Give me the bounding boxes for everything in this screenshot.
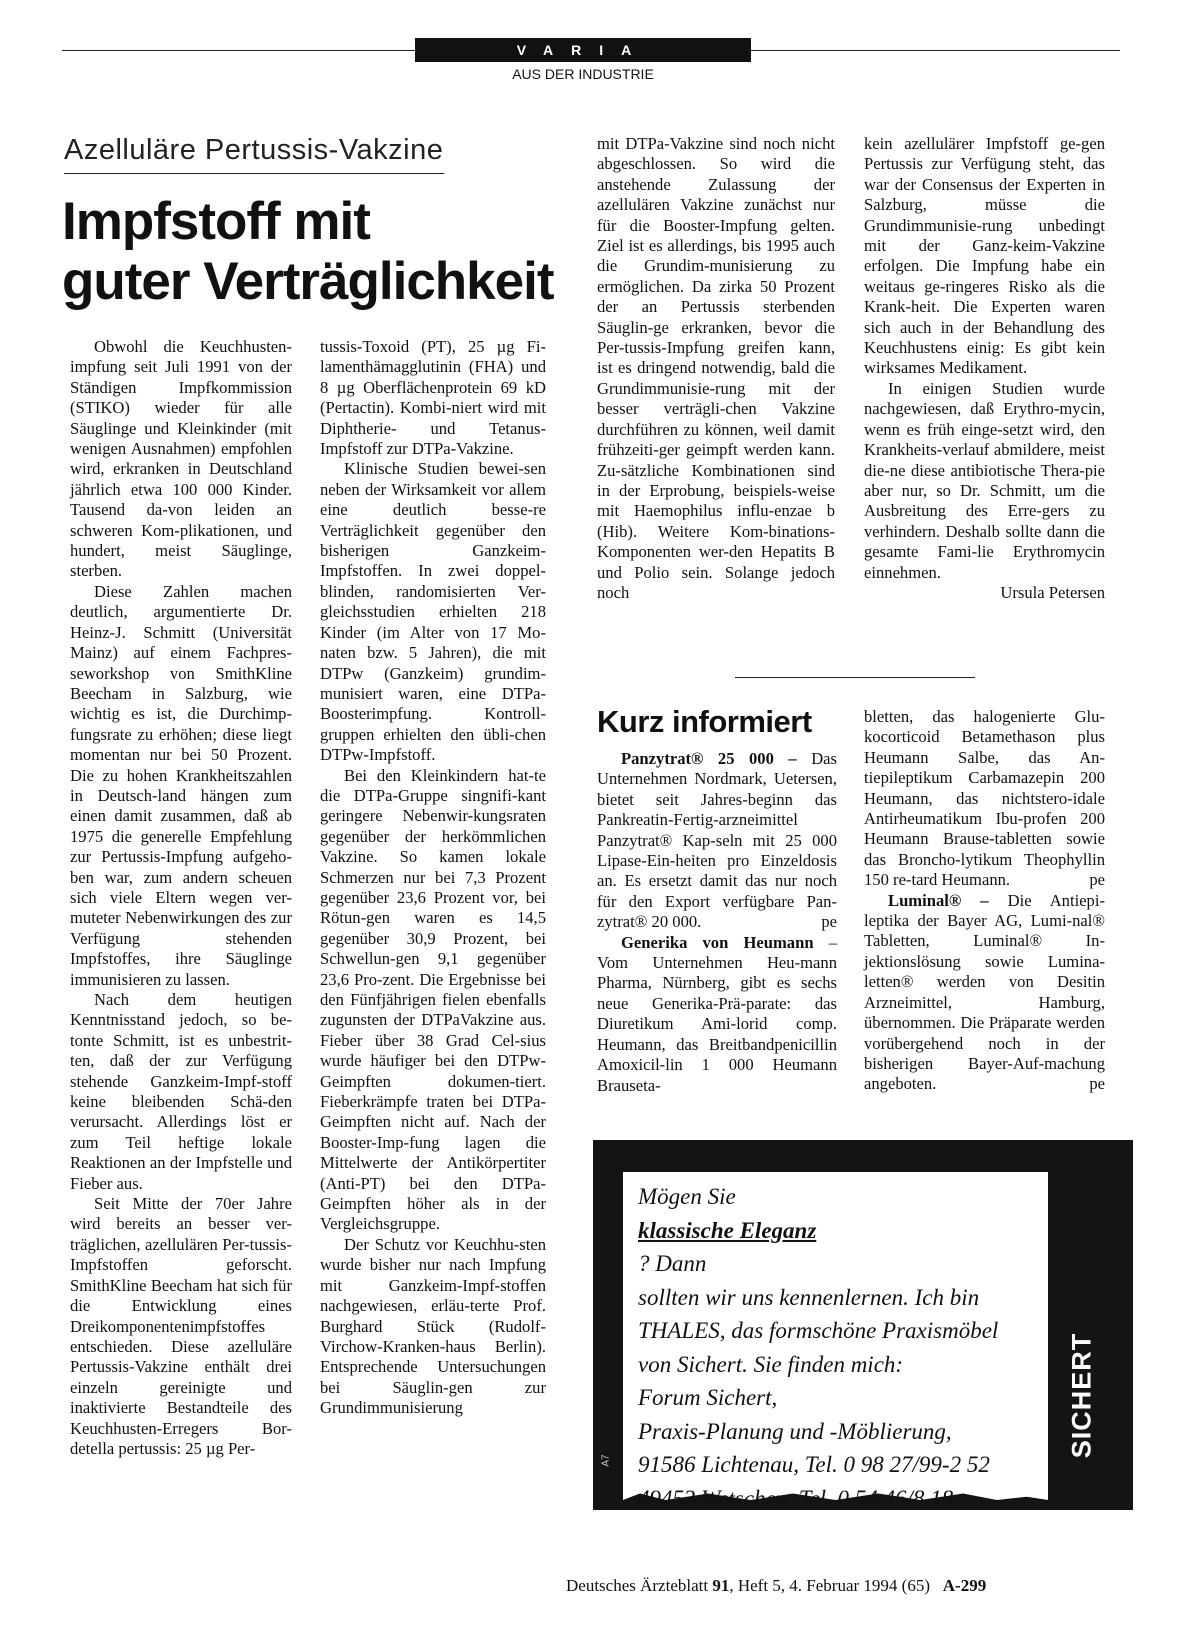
kurz-informiert-title: Kurz informiert: [597, 704, 812, 739]
ad-line: von Sichert. Sie finden mich:: [638, 1351, 904, 1377]
headline-line: guter Verträglichkeit: [62, 252, 554, 311]
ad-highlight: klassische Eleganz: [638, 1217, 817, 1243]
ad-line: [638, 1180, 1038, 1281]
news-item-signature: pe: [1089, 1074, 1105, 1094]
sichert-logo: SICHERT: [1066, 1332, 1097, 1459]
kurz-column-1: [597, 749, 837, 1096]
news-item-heading: Panzytrat® 25 000 –: [621, 749, 797, 768]
article-column-2: [320, 337, 546, 1419]
issue-info: , Heft 5, 4. Februar 1994 (65): [729, 1576, 930, 1595]
news-item-body: bletten, das halogenierte Glu-kocorticoid Betamethason plus Heumann Salbe, das An-tiepileptikum Carbamazepin 200 Heumann, das nichtstero-idale Antirheumatikum Ibu-profen 200 Heumann Brause-tabletten sowie das Broncho-lytikum Theophyllin 150 re-tard Heumann.: [864, 707, 1105, 890]
ad-line: 91586 Lichtenau, Tel. 0 98 27/99-2 52: [638, 1452, 990, 1477]
ad-code: A7: [600, 1454, 612, 1467]
paragraph: Seit Mitte der 70er Jahre wird bereits an besser ver-träglichen, azellulären Per-tussis-Impfstoffen geforscht. SmithKline Beecham hat sich für die Entwicklung eines Dreikomponentenimpfstoffes entschieden. Diese azelluläre Pertussis-Vakzine enthält drei einzeln gereinigte und inaktivierte Bestandteile des Keuchhusten-Erregers Bor-detella pertussis: 25 µg Per-: [70, 1194, 292, 1458]
news-item-heading: Luminal® –: [888, 890, 989, 910]
paragraph: Bei den Kleinkindern hat-te die DTPa-Gruppe singnifi-kant geringere Nebenwir-kungsraten gegenüber der herkömmlichen Vakzine. So kamen lokale Schmerzen nur bei 7,3 Prozent gegenüber 23,6 Prozent vor, bei Rötun-gen waren es 14,5 gegenüber 30,9 Prozent, bei Schwellun-gen 9,1 gegenüber 23,6 Pro-zent. Die Ergebnisse bei den Fünfjährigen fielen ebenfalls zugunsten der DTPaVakzine aus. Fieber über 38 Grad Cel-sius wurde häufiger bei den DTPw-Geimpften dokumen-tiert. Fieberkrämpfe traten bei DTPa-Geimpften nicht auf. Nach der Booster-Imp-fung lagen die Mittelwerte der Antikörpertiter (Anti-PT) bei den DTPa-Geimpften höher als in der Vergleichsgruppe.: [320, 765, 546, 1234]
paragraph: mit DTPa-Vakzine sind noch nicht abgeschlossen. So wird die anstehende Zulassung der azellulären Vakzine zunächst nur für die Booster-Impfung gelten. Ziel ist es allerdings, bis 1995 auch die Grundim-munisierung zu ermöglichen. Da zirka 50 Prozent der an Pertussis sterbenden Säuglin-ge erkranken, bevor die Per-tussis-Impfung greifen kann, ist es dringend notwendig, bald die Grundimmunisie-rung mit der besser verträgli-chen Vakzine durchführen zu können, weil damit frühzeiti-ger geimpft werden kann. Zu-sätzliche Kombinationen sind in der Erprobung, beispiels-weise mit Haemophilus influ-enzae b (Hib). Weitere Kom-binations-Komponenten wer-den Hepatits B und Polio sein. Solange jedoch noch: [597, 134, 835, 602]
paragraph: kein azellulärer Impfstoff ge-gen Pertussis zur Verfügung steht, das war der Consensus der Experten in Salzburg, müsse die Grundimmunisie-rung unbedingt mit der Ganz-keim-Vakzine erfolgen. Die Impfung habe ein weitaus ge-ringeres Risko als die Krank-heit. Die Experten waren sich auch in der Behandlung des Keuchhustens einig: Es gibt kein wirksames Medikament.: [864, 134, 1105, 378]
paragraph: Der Schutz vor Keuchhu-sten wurde bisher nur nach Impfung mit Ganzkeim-Impf-stoffen nachgewiesen, erläu-terte Prof. Burghard Stück (Rudolf-Virchow-Kranken-haus Berlin). Entsprechende Untersuchungen bei Säuglin-gen zur Grundimmunisierung: [320, 1234, 546, 1418]
news-item-body: Die Antiepi-leptika der Bayer AG, Lumi-nal® Tabletten, Luminal® In-jektionslösung sowie Lumina-letten® werden von Desitin Arzneimittel, Hamburg, übernommen. Die Präparate werden vorübergehend noch in der bisherigen Bayer-Auf-machung angeboten.: [864, 890, 1105, 1094]
page-footer: [566, 1576, 986, 1596]
paragraph: Diese Zahlen machen deutlich, argumentierte Dr. Heinz-J. Schmitt (Universität Mainz) auf einem Fachpres-seworkshop von SmithKline Beecham in Salzburg, wie wichtig es ist, die Durchimp-fungsrate zu erhöhen; diese liegt momentan nur bei 50 Prozent. Die zu hohen Krankheitszahlen in Deutsch-land hängen zum einen damit zusammen, daß ab 1975 die generelle Empfehlung zur Pertussis-Impfung aufgeho-ben war, zum andern scheuen sich viele Eltern wegen ver-muteter Nebenwirkungen des zur Verfügung stehenden Impfstoffes, ihre Säuglinge immunisieren zu lassen.: [70, 581, 292, 989]
paragraph: Nach dem heutigen Kenntnisstand jedoch, so be-tonte Schmitt, ist es unbestrit-ten, daß der zur Verfügung stehende Ganzkeim-Impf-stoff keine bleibenden Schä-den verursacht. Allerdings löst er zum Teil heftige lokale Reaktionen an der Impfstelle und Fieber aus.: [70, 990, 292, 1193]
kicker-rule: [64, 173, 444, 174]
paragraph: Klinische Studien bewei-sen neben der Wirksamkeit vor allem eine deutlich besse-re Verträglichkeit gegenüber den bisherigen Ganzkeim-Impfstoffen. In zwei doppel-blinden, randomisierten Ver-gleichsstudien erhielten 218 Kinder (im Alter von 17 Mo-naten bzw. 5 Jahren), die mit DTPw (Ganzkeim) grundim-munisiert waren, eine DTPa-Boosterimpfung. Kontroll-gruppen erhielten den übli-chen DTPw-Impfstoff.: [320, 459, 546, 765]
article-kicker: Azelluläre Pertussis-Vakzine: [64, 134, 444, 166]
headline-line: Impfstoff mit: [62, 192, 370, 251]
news-item-panzytrat: [597, 749, 837, 933]
article-column-4: [864, 134, 1105, 603]
section-label: VARIA: [415, 38, 751, 62]
news-item-signature: pe: [821, 912, 837, 932]
paragraph: tussis-Toxoid (PT), 25 µg Fi-lamenthämagglutinin (FHA) und 8 µg Oberflächenprotein 69 kD (Pertactin). Kombi-niert wird mit Diphtherie- und Tetanus-Impfstoff zur DTPa-Vakzine.: [320, 337, 546, 459]
ad-line: Forum Sichert,: [638, 1385, 778, 1410]
ad-line: Praxis-Planung und -Möblierung,: [638, 1418, 952, 1444]
news-item-body: Das Unternehmen Nordmark, Uetersen, bietet seit Jahres-beginn das Pankreatin-Fertig-arzneimittel Panzytrat® Kap-seln mit 25 000 Lipase-Ein-heiten pro Einzeldosis an. Es ersetzt damit das nur noch für den Export verfügbare Pan-zytrat® 20 000.: [597, 749, 837, 932]
kurz-column-2: [864, 707, 1105, 1095]
news-item-heumann: [597, 933, 837, 1096]
journal-name: Deutsches Ärzteblatt: [566, 1576, 709, 1595]
ad-line: THALES, das formschöne Praxismöbel: [638, 1318, 999, 1343]
news-item-body: – Vom Unternehmen Heu-mann Pharma, Nürnberg, gibt es sechs neue Generika-Prä-parate: das Diuretikum Ami-lorid comp. Heumann, das Breitbandpenicillin Amoxicil-lin 1 000 Heumann Brauseta-: [597, 932, 837, 1095]
advertisement-text: [638, 1180, 1038, 1515]
news-item-heading: Generika von Heumann: [621, 932, 814, 952]
ad-text-fragment: ? Dann: [638, 1251, 707, 1276]
news-item-signature: pe: [1089, 870, 1105, 890]
ad-line: sollten wir uns kennenlernen. Ich bin: [638, 1284, 980, 1310]
paragraph: Obwohl die Keuchhusten-impfung seit Juli 1991 von der Ständigen Impfkommission (STIKO) wieder für alle Säuglinge und Kleinkinder (mit wenigen Ausnahmen) empfohlen wird, erkranken in Deutschland jährlich etwa 100 000 Kinder. Tausend da-von leiden an schweren Kom-plikationen, und hundert, meist Säuglinge, sterben.: [70, 337, 292, 581]
journal-volume: 91: [712, 1576, 730, 1595]
ad-text-fragment: Mögen Sie: [638, 1184, 736, 1209]
article-column-1: [70, 337, 292, 1459]
author-signature: Ursula Petersen: [1000, 582, 1105, 602]
article-headline: [62, 192, 582, 312]
page-number: A-299: [942, 1576, 987, 1595]
article-column-3: [597, 134, 835, 603]
news-item-continuation: [864, 707, 1105, 891]
paragraph: In einigen Studien wurde nachgewiesen, daß Erythro-mycin, wenn es früh einge-setzt wird, den Krankheits-verlauf abmildere, meist die-ne diese antibiotische Thera-pie aber nur, so Dr. Schmitt, um die Ausbreitung des Erre-gers zu verhindern. Deshalb sollte dann die gesamte Fami-lie Erythromycin einnehmen.: [864, 378, 1105, 582]
ad-line: 49453 Wetschen, Tel. 0 54 46/8 18: [638, 1485, 954, 1511]
subsection-label: AUS DER INDUSTRIE: [512, 66, 654, 82]
news-item-luminal: [864, 891, 1105, 1095]
section-divider: [735, 677, 975, 678]
